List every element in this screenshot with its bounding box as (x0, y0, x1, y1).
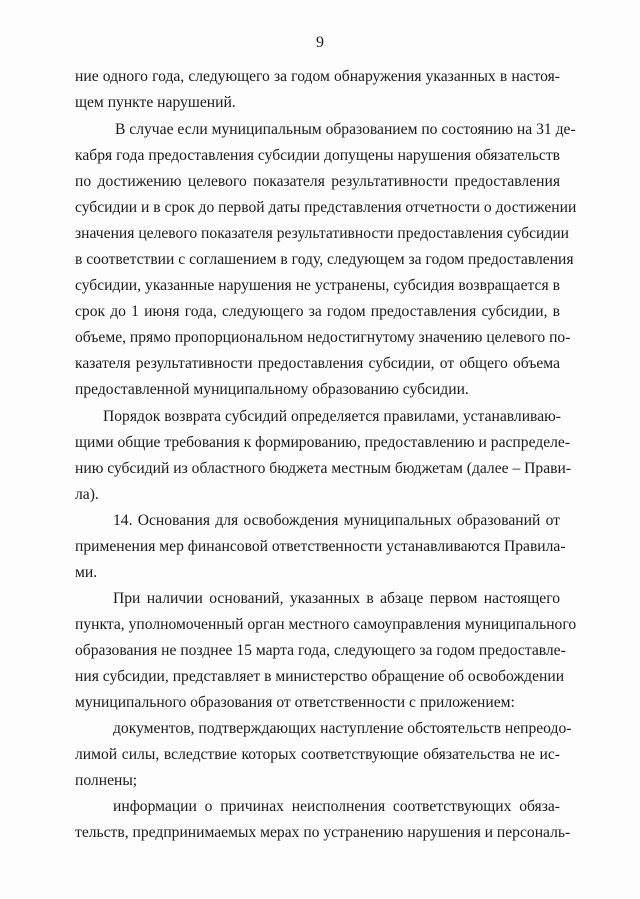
text-line: значения целевого показателя результативности предоставления субсидии (75, 225, 570, 242)
text-line: субсидии и в срок до первой даты представления отчетности о достижении (75, 199, 577, 216)
text-line: образования не позднее 15 марта года, следующего за годом предоставле- (75, 642, 566, 659)
text-line: информации о причинах неисполнения соответствующих обяза- (113, 798, 560, 815)
text-line: В случае если муниципальным образованием по состоянию на 31 де- (115, 121, 576, 138)
text-line: щем пункте нарушений. (75, 94, 236, 111)
text-line: Порядок возврата субсидий определяется правилами, устанавливаю- (103, 408, 561, 425)
page-number: 9 (316, 34, 324, 51)
text-line: кабря года предоставления субсидии допущены нарушения обязательств (75, 147, 560, 164)
text-line: лимой силы, вследствие которых соответствующие обязательства не ис- (75, 746, 560, 763)
text-line: по достижению целевого показателя результативности предоставления (75, 173, 560, 190)
text-line: щими общие требования к формированию, предоставлению и распределе- (75, 434, 571, 451)
text-line: При наличии оснований, указанных в абзаце первом настоящего (113, 590, 560, 607)
text-line: ние одного года, следующего за годом обнаружения указанных в настоя- (75, 68, 560, 85)
text-line: нию субсидий из областного бюджета местным бюджетам (далее – Прави- (75, 460, 572, 477)
text-line: 14. Основания для освобождения муниципальных образований от (113, 512, 560, 529)
text-line: пункта, уполномоченный орган местного самоуправления муниципального (75, 616, 577, 633)
text-line: ния субсидии, представляет в министерство обращение об освобождении (75, 668, 565, 685)
text-line: объеме, прямо пропорциональном недостигнутому значению целевого по- (75, 329, 571, 346)
text-line: субсидии, указанные нарушения не устранены, субсидия возвращается в (75, 277, 560, 294)
text-line: применения мер финансовой ответственности устанавливаются Правила- (75, 538, 566, 555)
text-line: тельств, предпринимаемых мерах по устранению нарушения и персональ- (75, 824, 571, 841)
text-line: казателя результативности предоставления субсидии, от общего объема (75, 355, 560, 372)
text-line: ми. (75, 564, 98, 581)
text-line: срок до 1 июня года, следующего за годом предоставления субсидии, в (75, 303, 560, 320)
text-line: документов, подтверждающих наступление обстоятельств непреодо- (113, 720, 572, 737)
text-line: муниципального образования от ответственности с приложением: (75, 694, 515, 711)
text-line: в соответствии с соглашением в году, следующем за годом предоставления (75, 251, 574, 268)
text-line: полнены; (75, 772, 138, 789)
text-line: предоставленной муниципальному образованию субсидии. (75, 381, 469, 398)
text-line: ла). (75, 486, 99, 503)
